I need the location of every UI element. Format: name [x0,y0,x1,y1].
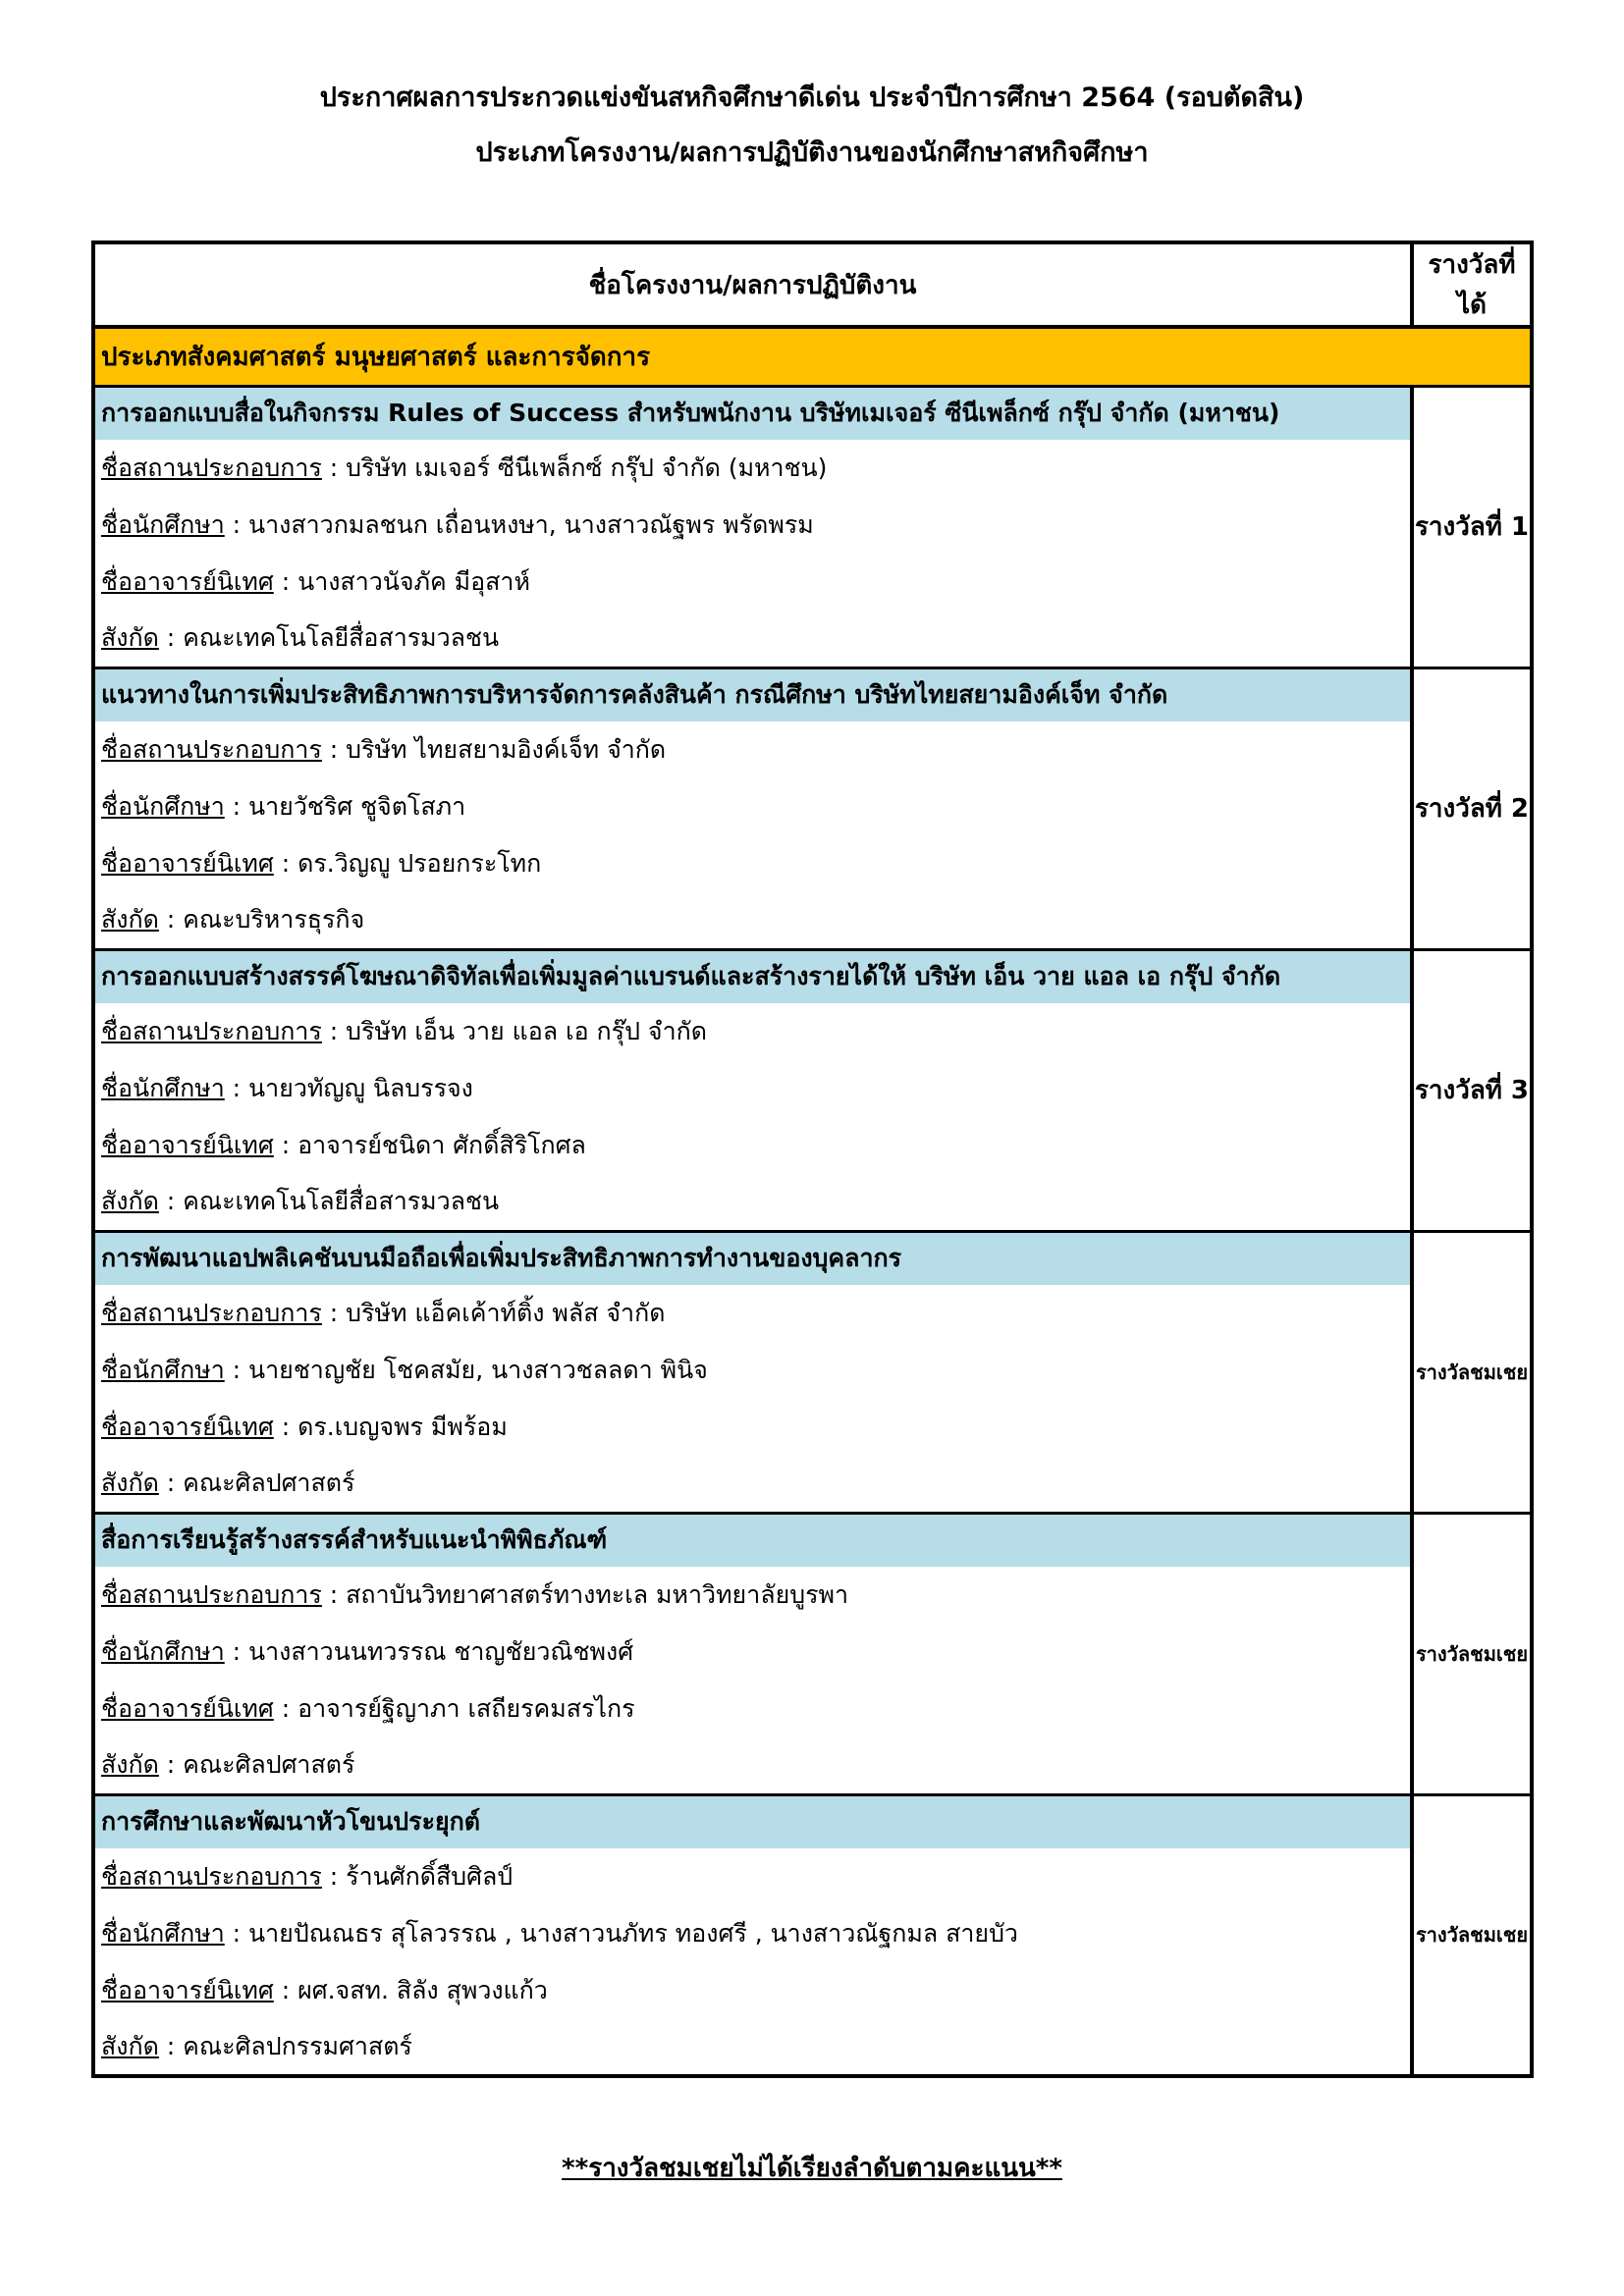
entry-affiliation [93,1456,1412,1513]
students-value: : นายวัชริศ ชูจิตโสภา [224,792,466,821]
affiliation-value: : คณะศิลปศาสตร์ [158,1468,355,1498]
entry-establishment [93,1003,1412,1060]
entry-advisor [93,1117,1412,1174]
entry-students [93,1905,1412,1962]
entry-advisor-row [93,1117,1532,1174]
students-label: ชื่อนักศึกษา [101,510,225,539]
establishment-value: : บริษัท ไทยสยามอิงค์เจ็ท จำกัด [321,735,667,764]
entry-title: การศึกษาและพัฒนาหัวโขนประยุกต์ [93,1794,1412,1848]
affiliation-value: : คณะศิลปศาสตร์ [158,1750,355,1780]
establishment-value: : บริษัท เมเจอร์ ซีนีเพล็กซ์ กรุ๊ป จำกัด (มหาชน) [321,454,828,482]
award-cell: รางวัลที่ 1 [1412,386,1532,667]
affiliation-label: สังกัด [101,905,159,934]
establishment-label: ชื่อสถานประกอบการ [101,454,322,482]
entry-title: การพัฒนาแอปพลิเคชันบนมือถือเพื่อเพิ่มประสิทธิภาพการทำงานของบุคลากร [93,1231,1412,1285]
affiliation-label: สังกัด [101,623,159,653]
advisor-label: ชื่ออาจารย์นิเทศ [101,567,274,596]
entry-title-row [93,667,1532,721]
entry-advisor-row [93,1681,1532,1737]
advisor-value: : อาจารย์ชนิดา ศักดิ์สิริโกศล [273,1131,586,1159]
entry-establishment [93,721,1412,778]
entry-establishment-row [93,721,1532,778]
entry-establishment-row [93,1285,1532,1342]
students-value: : นายวทัญญู นิลบรรจง [224,1074,473,1102]
establishment-label: ชื่อสถานประกอบการ [101,1017,322,1045]
entry-affiliation [93,1737,1412,1794]
entry-students [93,1624,1412,1681]
advisor-label: ชื่ออาจารย์นิเทศ [101,1131,274,1159]
entry-establishment-row [93,1848,1532,1905]
entry-affiliation-row [93,892,1532,949]
entry-establishment [93,440,1412,497]
entry-title: การออกแบบสื่อในกิจกรรม Rules of Success สำหรับพนักงาน บริษัทเมเจอร์ ซีนีเพล็กซ์ กรุ๊ป จำกัด (มหาชน) [93,386,1412,440]
award-cell: รางวัลชมเชย [1412,1513,1532,1794]
entry-students [93,497,1412,554]
advisor-value: : นางสาวนัจภัค มีอุสาห์ [273,567,530,596]
entry-students-row [93,778,1532,835]
entry-students-row [93,497,1532,554]
establishment-value: : สถาบันวิทยาศาสตร์ทางทะเล มหาวิทยาลัยบูรพา [321,1580,849,1609]
establishment-label: ชื่อสถานประกอบการ [101,1862,322,1891]
establishment-label: ชื่อสถานประกอบการ [101,735,322,764]
students-label: ชื่อนักศึกษา [101,1356,225,1384]
students-value: : นางสาวนนทวรรณ ชาญชัยวณิชพงศ์ [224,1637,634,1666]
entry-advisor [93,835,1412,892]
establishment-label: ชื่อสถานประกอบการ [101,1580,322,1609]
entry-students [93,778,1412,835]
footnote: **รางวัลชมเชยไม่ได้เรียงลำดับตามคะแนน** [562,2154,1062,2183]
entry-advisor-row [93,554,1532,611]
advisor-label: ชื่ออาจารย์นิเทศ [101,1413,274,1441]
advisor-value: : ดร.เบญจพร มีพร้อม [273,1413,508,1441]
entry-title-row [93,1794,1532,1848]
award-cell: รางวัลชมเชย [1412,1231,1532,1513]
entry-students-row [93,1624,1532,1681]
advisor-label: ชื่ออาจารย์นิเทศ [101,849,274,878]
affiliation-value: : คณะศิลปกรรมศาสตร์ [158,2032,412,2060]
entry-establishment [93,1848,1412,1905]
entry-affiliation-row [93,1456,1532,1513]
advisor-value: : อาจารย์ฐิญาภา เสถียรคมสรไกร [273,1694,635,1723]
affiliation-label: สังกัด [101,1187,159,1216]
affiliation-label: สังกัด [101,1750,159,1780]
category-row [93,327,1532,386]
affiliation-label: สังกัด [101,2032,159,2060]
entry-advisor-row [93,835,1532,892]
entry-students [93,1342,1412,1399]
affiliation-value: : คณะเทคโนโลยีสื่อสารมวลชน [158,1187,500,1216]
results-table [91,240,1534,2078]
entry-advisor [93,1962,1412,2019]
entry-affiliation-row [93,611,1532,667]
entry-affiliation-row [93,1737,1532,1794]
entry-establishment-row [93,440,1532,497]
advisor-label: ชื่ออาจารย์นิเทศ [101,1976,274,2004]
entry-title-row [93,1231,1532,1285]
affiliation-value: : คณะเทคโนโลยีสื่อสารมวลชน [158,623,500,653]
entry-establishment [93,1285,1412,1342]
establishment-value: : บริษัท เอ็น วาย แอล เอ กรุ๊ป จำกัด [321,1017,707,1045]
entry-affiliation [93,2019,1412,2076]
establishment-value: : ร้านศักดิ์สืบศิลป์ [321,1862,514,1891]
award-column-header: รางวัลที่ได้ [1412,242,1532,327]
entry-title-row [93,949,1532,1003]
entry-students-row [93,1342,1532,1399]
students-label: ชื่อนักศึกษา [101,1637,225,1666]
entry-affiliation [93,611,1412,667]
announcement-title: ประกาศผลการประกวดแข่งขันสหกิจศึกษาดีเด่น ประจำปีการศึกษา 2564 (รอบตัดสิน) [319,82,1305,113]
students-value: : นางสาวกมลชนก เถื่อนหงษา, นางสาวณัฐพร พรัดพรม [224,510,814,539]
affiliation-value: : คณะบริหารธุรกิจ [158,905,365,934]
students-label: ชื่อนักศึกษา [101,792,225,821]
entry-affiliation-row [93,1174,1532,1231]
students-label: ชื่อนักศึกษา [101,1919,225,1948]
entry-advisor [93,1681,1412,1737]
award-cell: รางวัลชมเชย [1415,1923,1529,1948]
advisor-value: : ผศ.จสท. สิลัง สุพวงแก้ว [273,1976,548,2004]
advisor-value: : ดร.วิญญู ปรอยกระโทก [273,849,542,878]
entry-title: การออกแบบสร้างสรรค์โฆษณาดิจิทัลเพื่อเพิ่มมูลค่าแบรนด์และสร้างรายได้ให้ บริษัท เอ็น วาย แอล เอ กรุ๊ป จำกัด [93,949,1412,1003]
entry-establishment-row [93,1567,1532,1624]
entry-advisor-row [93,1399,1532,1456]
award-cell: รางวัลที่ 2 [1412,667,1532,949]
category-label: ประเภทสังคมศาสตร์ มนุษยศาสตร์ และการจัดการ [93,327,1532,386]
entry-title-row [93,1513,1532,1567]
entry-title: แนวทางในการเพิ่มประสิทธิภาพการบริหารจัดการคลังสินค้า กรณีศึกษา บริษัทไทยสยามอิงค์เจ็ท จำกัด [93,667,1412,721]
project-name-column-header: ชื่อโครงงาน/ผลการปฏิบัติงาน [93,242,1412,327]
announcement-subtitle: ประเภทโครงงาน/ผลการปฏิบัติงานของนักศึกษาสหกิจศึกษา [475,137,1149,168]
award-cell: รางวัลที่ 3 [1412,949,1532,1231]
students-value: : นายชาญชัย โชคสมัย, นางสาวชลลดา พินิจ [224,1356,708,1384]
entry-advisor [93,1399,1412,1456]
entry-establishment [93,1567,1412,1624]
table-header-row [93,242,1532,327]
entry-affiliation [93,1174,1412,1231]
entry-affiliation-row [93,2019,1532,2076]
entry-title-row [93,386,1532,440]
entry-students-row [93,1905,1532,1962]
entry-establishment-row [93,1003,1532,1060]
entry-students-row [93,1060,1532,1117]
entry-advisor-row [93,1962,1532,2019]
advisor-label: ชื่ออาจารย์นิเทศ [101,1694,274,1723]
entry-title: สื่อการเรียนรู้สร้างสรรค์สำหรับแนะนำพิพิธภัณฑ์ [93,1513,1412,1567]
students-value: : นายปัณณธร สุโลวรรณ , นางสาวนภัทร ทองศรี , นางสาวณัฐกมล สายบัว [224,1919,1018,1948]
entry-affiliation [93,892,1412,949]
affiliation-label: สังกัด [101,1468,159,1498]
entry-advisor [93,554,1412,611]
establishment-label: ชื่อสถานประกอบการ [101,1299,322,1327]
entry-students [93,1060,1412,1117]
students-label: ชื่อนักศึกษา [101,1074,225,1102]
establishment-value: : บริษัท แอ็คเค้าท์ติ้ง พลัส จำกัด [321,1299,666,1327]
